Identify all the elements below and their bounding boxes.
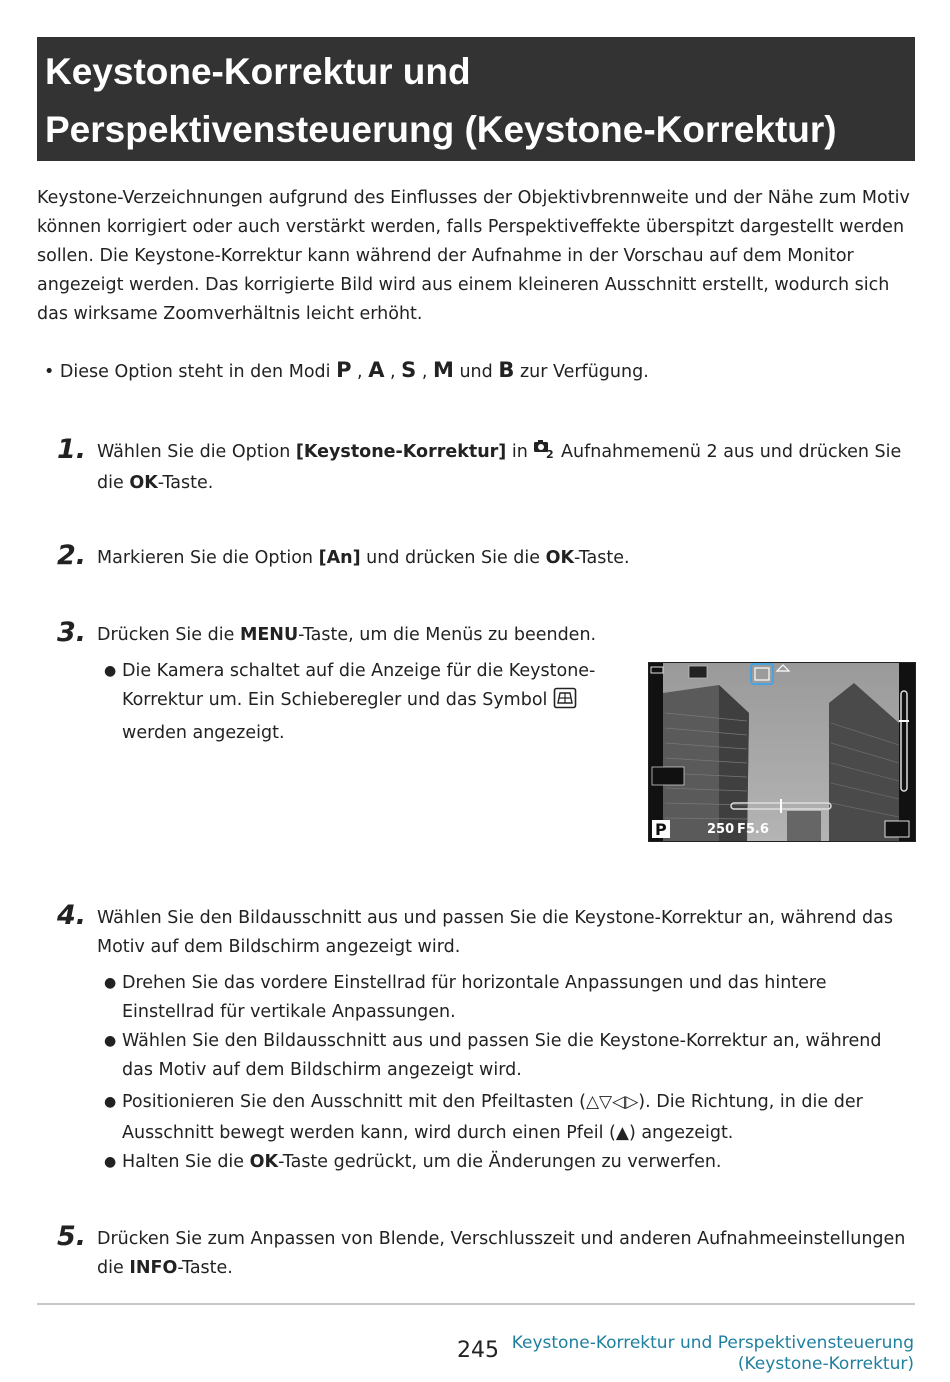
step-4-bullet-2: ● Wählen Sie den Bildausschnitt aus und passen Sie die Keystone-Korrektur an, während das Motiv auf dem Bildschirm angezeigt wird. [104, 1031, 882, 1080]
camera-screen-image [648, 662, 916, 842]
footer-divider [37, 1303, 915, 1305]
screen-shutter: 250 [707, 822, 735, 837]
step-4-bullet-1: ● Drehen Sie das vordere Einstellrad für horizontale Anpassungen und das hintere Einstellrad für vertikale Anpassungen. [104, 973, 827, 1022]
screen-aperture: F5.6 [737, 822, 769, 837]
arrow-keys-icon: △▽◁▷ [585, 1092, 639, 1112]
ok-key: OK [545, 548, 575, 568]
title-line-1: Keystone-Korrektur und [45, 51, 471, 92]
ok-key: OK [249, 1152, 279, 1172]
page-number: 245 [457, 1338, 499, 1363]
option-an: [An] [318, 548, 361, 568]
step-1-text: Wählen Sie die Option [Keystone-Korrektur] in 2 Aufnahmemenü 2 aus und drücken Sie die OK-Taste. [97, 438, 915, 498]
step-number-1: 1. [57, 434, 87, 465]
svg-text:2: 2 [546, 448, 555, 459]
step-3-bullet: ● Die Kamera schaltet auf die Anzeige für die Keystone-Korrektur um. Ein Schieberegler und das Symbol werden angezeigt. [104, 657, 634, 748]
keystone-icon [553, 687, 577, 719]
availability-note: • Diese Option steht in den Modi P , A , S , M und B zur Verfügung. [44, 358, 649, 382]
camera-menu-2-icon [533, 439, 555, 469]
bullet-dot: ● [104, 663, 117, 679]
step-4-bullet-4: ● Halten Sie die OK-Taste gedrückt, um die Änderungen zu verwerfen. [104, 1152, 722, 1172]
step-4-text: Wählen Sie den Bildausschnitt aus und passen Sie die Keystone-Korrektur an, während das Motiv auf dem Bildschirm angezeigt wird. [97, 908, 893, 957]
step-number-4: 4. [57, 900, 87, 931]
step-number-3: 3. [57, 617, 87, 648]
step-5-text: Drücken Sie zum Anpassen von Blende, Verschlusszeit und anderen Aufnahmeeinstellungen die INFO-Taste. [97, 1229, 906, 1278]
bullet-dot: • [44, 362, 60, 382]
section-link[interactable]: Keystone-Korrektur und Perspektivensteuerung (Keystone-Korrektur) [511, 1333, 914, 1374]
mode-a: A [368, 358, 385, 382]
menu-option-keystone: [Keystone-Korrektur] [295, 442, 507, 462]
page-title [37, 37, 915, 161]
mode-p: P [336, 358, 352, 382]
mode-b: B [498, 358, 515, 382]
mode-s: S [401, 358, 417, 382]
title-line-2: Perspektivensteuerung (Keystone-Korrektur) [45, 109, 837, 150]
menu-key: MENU [239, 625, 299, 645]
intro-paragraph: Keystone-Verzeichnungen aufgrund des Einflusses der Objektivbrennweite und der Nähe zum Motiv können korrigiert oder auch verstärkt werden, falls Perspektiveffekte überspitzt dargestellt werden sollen. Die Keystone-Korrektur kann während der Aufnahme in der Vorschau auf dem Monitor angezeigt werden. Das korrigierte Bild wird aus einem kleineren Ausschnitt erstellt, wodurch sich das wirksame Zoomverhältnis leicht erhöht. [37, 188, 910, 324]
info-key: INFO [129, 1258, 178, 1278]
step-number-2: 2. [57, 540, 87, 571]
step-number-5: 5. [57, 1221, 87, 1252]
step-2-text: Markieren Sie die Option [An] und drücken Sie die OK-Taste. [97, 548, 630, 568]
mode-m: M [432, 358, 454, 382]
step-4-bullet-3: ● Positionieren Sie den Ausschnitt mit den Pfeiltasten (△▽◁▷). Die Richtung, in die der Ausschnitt bewegt werden kann, wird durch einen Pfeil (▲) angezeigt. [104, 1092, 863, 1143]
step-3-text: Drücken Sie die MENU-Taste, um die Menüs zu beenden. [97, 625, 597, 645]
arrow-up-icon: ▲ [615, 1123, 629, 1143]
ok-key: OK [129, 473, 158, 493]
screen-mode-label: P [655, 820, 667, 839]
